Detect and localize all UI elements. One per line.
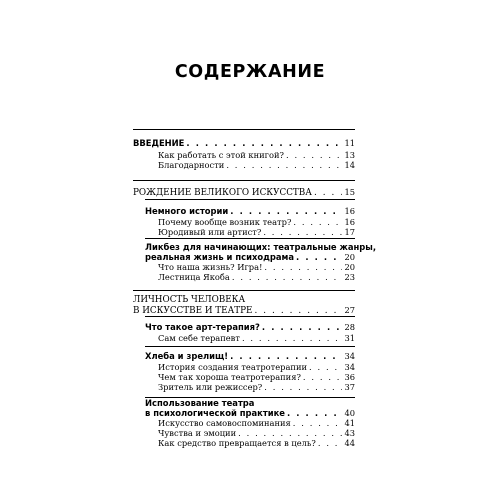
page-title: СОДЕРЖАНИЕ — [174, 62, 326, 82]
toc-entry-label-line1: ЛИЧНОСТЬ ЧЕЛОВЕКА — [133, 295, 246, 305]
toc-entry-page: 16 — [344, 217, 355, 227]
toc-entry-page: 27 — [344, 305, 355, 315]
toc-entry-label: Что наша жизнь? Игра! — [158, 262, 263, 272]
dot-leader — [293, 217, 342, 227]
toc-entry-label: Как средство превращается в цель? — [158, 438, 316, 448]
toc-entry-label: Сам себе терапевт — [158, 333, 240, 343]
section-divider — [133, 129, 355, 130]
section-divider — [145, 346, 355, 347]
dot-leader — [254, 306, 342, 316]
toc-entry-label: РОЖДЕНИЕ ВЕЛИКОГО ИСКУССТВА — [133, 188, 312, 198]
dot-leader — [314, 188, 343, 198]
toc-entry-page: 14 — [344, 160, 355, 170]
toc-entry-page: 23 — [344, 272, 355, 282]
toc-entry-page: 16 — [344, 206, 355, 216]
toc-entry-page: 31 — [344, 333, 355, 343]
toc-entry-page: 37 — [344, 382, 355, 392]
dot-leader — [264, 262, 342, 272]
toc-entry-label: ВВЕДЕНИЕ — [133, 138, 185, 148]
toc-entry-page: 15 — [344, 187, 355, 197]
section-divider — [145, 316, 355, 317]
toc-entry-label: реальная жизнь и психодрама — [145, 252, 295, 262]
dot-leader — [226, 160, 342, 170]
toc-entry-page: 34 — [344, 362, 355, 372]
toc-entry-page: 40 — [344, 408, 355, 418]
dot-leader — [230, 351, 342, 361]
toc-entry-label: Юродивый или артист? — [158, 227, 262, 237]
toc-entry-page: 20 — [344, 262, 355, 272]
toc-entry-label-line1: Ликбез для начинающих: театральные жанры, — [145, 242, 377, 252]
toc-entry-page: 34 — [344, 351, 355, 361]
toc-entry-page: 41 — [344, 418, 355, 428]
toc-entry-page: 17 — [344, 227, 355, 237]
toc-entry-label: Почему вообще возник театр? — [158, 217, 292, 227]
toc-entry-label: Как работать с этой книгой? — [158, 150, 284, 160]
section-divider — [133, 290, 355, 291]
toc-entry-label-line1: Использование театра — [145, 398, 255, 408]
toc-entry-label: Хлеба и зрелищ! — [145, 351, 229, 361]
toc-entry-page: 28 — [344, 322, 355, 332]
dot-leader — [242, 333, 342, 343]
toc-entry-label: Чем так хороша театротерапия? — [158, 372, 301, 382]
toc-entry-page: 44 — [344, 438, 355, 448]
section-divider — [145, 199, 355, 200]
section-divider — [133, 180, 355, 181]
toc-entry-label: Что такое арт-терапия? — [145, 322, 260, 332]
dot-leader — [296, 252, 342, 262]
toc-entry-label: В ИСКУССТВЕ И ТЕАТРЕ — [133, 306, 253, 316]
dot-leader — [286, 150, 342, 160]
toc-entry-page: 36 — [344, 372, 355, 382]
toc-entry-page: 20 — [344, 252, 355, 262]
dot-leader — [293, 418, 343, 428]
dot-leader — [230, 206, 342, 216]
dot-leader — [238, 428, 342, 438]
toc-entry-page: 43 — [344, 428, 355, 438]
dot-leader — [186, 138, 342, 148]
toc-entry-label: Немного истории — [145, 206, 229, 216]
dot-leader — [232, 272, 343, 282]
dot-leader — [263, 227, 342, 237]
toc-entry-label: Благодарности — [158, 160, 225, 170]
dot-leader — [318, 438, 343, 448]
toc-entry-label: в психологической практике — [145, 408, 285, 418]
toc-entry-label: Лестница Якоба — [158, 272, 230, 282]
toc-entry-label: Искусство самовоспоминания — [158, 418, 291, 428]
dot-leader — [264, 382, 342, 392]
toc-entry-label: Зритель или режиссер? — [158, 382, 263, 392]
dot-leader — [309, 362, 342, 372]
section-divider — [145, 238, 355, 239]
toc-entry-label: История создания театротерапии — [158, 362, 308, 372]
dot-leader — [287, 408, 342, 418]
dot-leader — [303, 372, 343, 382]
dot-leader — [262, 322, 343, 332]
toc-entry-label: Чувства и эмоции — [158, 428, 237, 438]
toc-entry-page: 11 — [344, 138, 355, 148]
toc-entry-page: 13 — [344, 150, 355, 160]
